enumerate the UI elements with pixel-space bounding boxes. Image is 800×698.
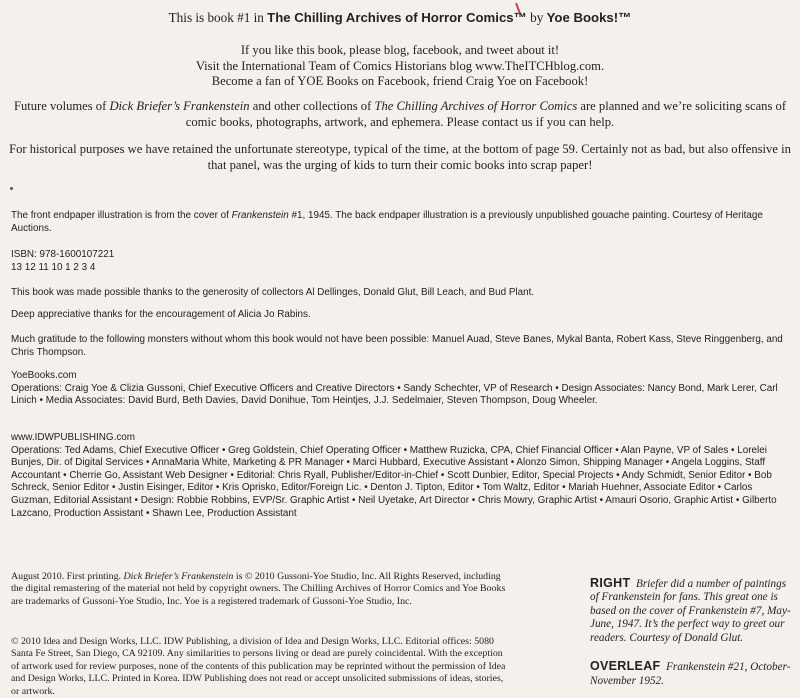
collectors-note bbox=[11, 287, 791, 300]
promo-line-1: If you like this book, please blog, facebook, and tweet about it! bbox=[240, 43, 560, 57]
yoe-site: YoeBooks.com bbox=[11, 370, 77, 381]
future-title-1: Dick Briefer’s Frankenstein bbox=[109, 99, 250, 113]
series-prefix: This is book #1 in bbox=[168, 10, 268, 25]
isbn-block bbox=[11, 249, 791, 274]
historical-note: For historical purposes we have retained the unfortunate stereotype, typical of the time, at the bottom of page 59. Certainly not as bad, but also offensive in that panel, was the urging of kids to turn their comic books into scrap paper! bbox=[9, 142, 791, 172]
endpaper-text-1: The front endpaper illustration is from the cover of bbox=[11, 210, 232, 221]
isbn: ISBN: 978-1600107221 bbox=[11, 249, 115, 260]
promo-line-2: Visit the International Team of Comics Historians blog www.TheITCHblog.com. bbox=[195, 58, 605, 73]
copyright-note bbox=[11, 571, 511, 608]
publisher-name: Yoe Books!™ bbox=[546, 10, 632, 25]
right-caption-text: Briefer did a number of paintings of Frankenstein for fans. This great one is based on the cover of Frankenstein #7, May-June, 1947. It’s the perfect way to greet our readers. Courtesy of Donald Glut. bbox=[590, 578, 791, 644]
yoe-staff: Operations: Craig Yoe & Clizia Gussoni, Chief Executive Officers and Creative Directors • Sandy Schechter, VP of Research • Design Associates: Nancy Bond, Mark Lerer, Carl Linich • Media Associates: David Burd, Beth Davies, David Donihue, Tom Heintjes, J.J. Sedelmaier, Steven Thompson, Doug Wheeler. bbox=[11, 382, 778, 407]
monsters-text: Much gratitude to the following monsters without whom this book would not have been possible: Manuel Auad, Steve Banes, Mykal Banta, Robert Kass, Steve Ringgenberg, and Chris Thompson. bbox=[11, 334, 783, 358]
yoe-credits bbox=[11, 370, 791, 408]
copyright-text-2: is © 2010 Gussoni-Yoe Studio, Inc. All Rights Reserved, including the digital remastering of the material not held by copyright owners. The Chilling Archives of Horror Comics and Yoe Books are trademarks of Gussoni-Yoe Studio, Inc. Yoe is a registered trademark of Gussoni-Yoe Studio, Inc. bbox=[11, 571, 506, 607]
future-text-3: are planned and we’re soliciting scans of comic books, photographs, artwork, and ephemera. Please contact us if you can help. bbox=[185, 99, 787, 129]
series-by: by bbox=[526, 10, 547, 25]
collectors-text: This book was made possible thanks to the generosity of collectors Al Dellinges, Donald Glut, Bill Leach, and Bud Plant. bbox=[11, 287, 535, 298]
overleaf-caption bbox=[590, 660, 795, 688]
promo-block bbox=[0, 43, 800, 90]
copyright-title: Dick Briefer’s Frankenstein bbox=[123, 571, 234, 582]
idw-credits bbox=[11, 432, 791, 520]
future-title-2: The Chilling Archives of Horror Comics bbox=[374, 99, 578, 113]
dust-speck bbox=[10, 187, 13, 190]
copyright-text-1: August 2010. First printing. bbox=[11, 571, 124, 582]
promo-line-3: Become a fan of YOE Books on Facebook, friend Craig Yoe on Facebook! bbox=[211, 74, 589, 89]
right-caption-label: RIGHT bbox=[590, 576, 631, 590]
right-caption bbox=[590, 577, 795, 645]
thanks-text: Deep appreciative thanks for the encouragement of Alicia Jo Rabins. bbox=[11, 309, 311, 320]
idw-copyright: © 2010 Idea and Design Works, LLC. IDW Publishing, a division of Idea and Design Works, LLC. Editorial offices: 5080 Santa Fe Street, San Diego, CA 92109. Any similarities to persons living or dead are purely coincidental. With the exception of artwork used for review purposes, none of the contents of this publication may be reprinted without the permission of Idea and Design Works, LLC. Printed in Korea. IDW Publishing does not read or accept unsolicited submissions of ideas, stories, or artwork. bbox=[11, 636, 506, 697]
monsters-note bbox=[11, 334, 791, 359]
endpaper-note bbox=[11, 210, 791, 235]
overleaf-caption-label: OVERLEAF bbox=[590, 659, 661, 673]
future-text-1: Future volumes of bbox=[13, 99, 110, 113]
book-series-note bbox=[0, 10, 800, 26]
thanks-note bbox=[11, 309, 791, 322]
overleaf-caption-text: Frankenstein #21, October-November 1952. bbox=[590, 661, 791, 687]
idw-staff: Operations: Ted Adams, Chief Executive Officer • Greg Goldstein, Chief Operating Officer • Matthew Ruzicka, CPA, Chief Financial Officer • Alan Payne, VP of Sales • Lorelei Bunjes, Dir. of Digital Services • AnnaMaria White, Marketing & PR Manager • Marci Hubbard, Executive Assistant • Alonzo Simon, Shipping Manager • Angela Loggins, Staff Accountant • Cherrie Go, Assistant Web Designer • Editorial: Chris Ryall, Publisher/Editor-in-Chief • Scott Dunbier, Editor, Special Projects • Andy Schmidt, Senior Editor • Bob Schreck, Senior Editor • Justin Eisinger, Editor • Kris Oprisko, Editor/Foreign Lic. • Denton J. Tipton, Editor • Tom Waltz, Editor • Mariah Huehner, Associate Editor • Carlos Guzman, Editorial Assistant • Design: Robbie Robbins, EVP/Sr. Graphic Artist • Neil Uyetake, Art Director • Chris Mowry, Graphic Artist • Amauri Osorio, Graphic Artist • Gilberto Lazcano, Production Assistant • Shawn Lee, Production Assistant bbox=[11, 444, 777, 519]
printing-line: 13 12 11 10 1 2 3 4 bbox=[11, 261, 96, 273]
endpaper-title: Frankenstein bbox=[231, 210, 289, 221]
idw-site: www.IDWPUBLISHING.com bbox=[11, 432, 136, 443]
endpaper-text-2: #1, 1945. The back endpaper illustration is a previously unpublished gouache painting. Courtesy of Heritage Auctions. bbox=[11, 210, 763, 234]
future-volumes-note bbox=[8, 99, 792, 131]
series-title: The Chilling Archives of Horror Comics™ bbox=[267, 10, 527, 25]
future-text-2: and other collections of bbox=[249, 99, 375, 113]
